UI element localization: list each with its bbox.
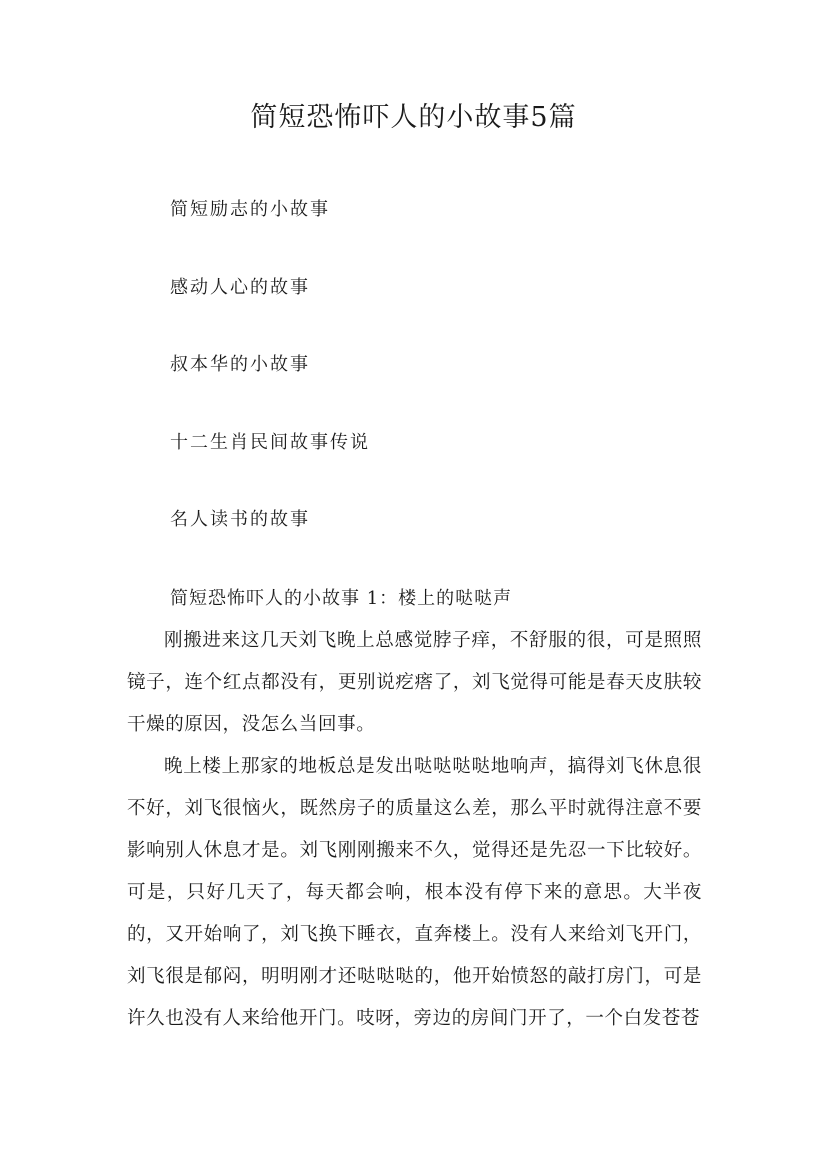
document-title: 简短恐怖吓人的小故事5篇 — [250, 102, 577, 133]
story-body — [127, 620, 702, 1040]
story-paragraph: 晚上楼上那家的地板总是发出哒哒哒哒地响声，搞得刘飞休息很不好，刘飞很恼火，既然房子的质量这么差，那么平时就得注意不要影响别人休息才是。刘飞刚刚搬来不久，觉得还是先忍一下比较好。可是，只好几天了，每天都会响，根本没有停下来的意思。大半夜的，又开始响了，刘飞换下睡衣，直奔楼上。没有人来给刘飞开门，刘飞很是郁闷，明明刚才还哒哒哒的，他开始愤怒的敲打房门，可是许久也没有人来给他开门。吱呀，旁边的房间门开了，一个白发苍苍 — [127, 756, 702, 1029]
related-links-list — [170, 193, 370, 581]
related-link[interactable]: 简短励志的小故事 — [170, 199, 330, 220]
related-link[interactable]: 十二生肖民间故事传说 — [170, 431, 370, 453]
related-link[interactable]: 名人读书的故事 — [170, 509, 310, 530]
section-heading: 简短恐怖吓人的小故事 1：楼上的哒哒声 — [170, 588, 513, 609]
related-link[interactable]: 叔本华的小故事 — [170, 354, 310, 375]
related-link[interactable]: 感动人心的故事 — [170, 276, 310, 298]
story-paragraph: 刚搬进来这几天刘飞晚上总感觉脖子痒，不舒服的很，可是照照镜子，连个红点都没有，更别说疙瘩了，刘飞觉得可能是春天皮肤较干燥的原因，没怎么当回事。 — [127, 630, 702, 735]
